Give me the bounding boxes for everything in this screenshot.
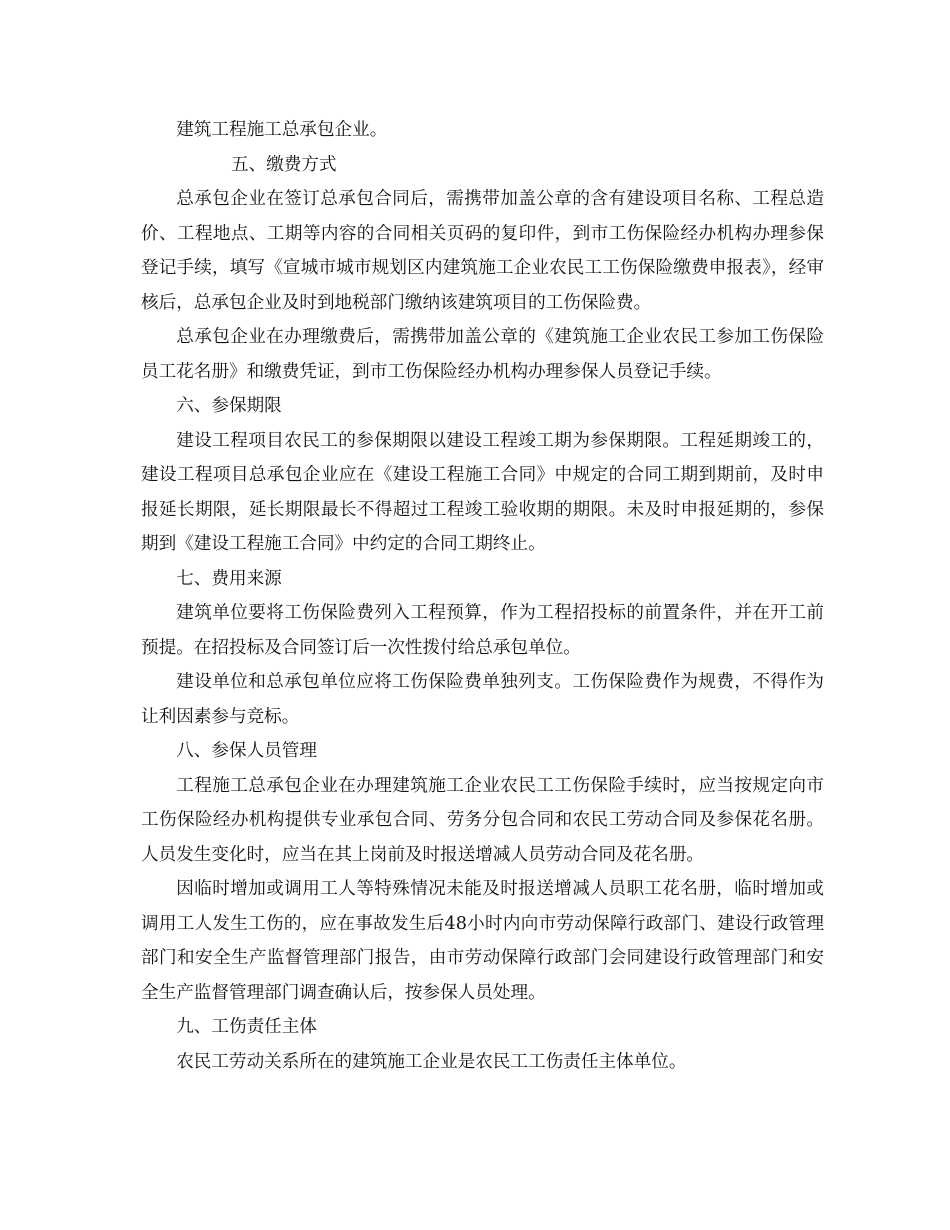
paragraph-continuation: 建筑工程施工总承包企业。 (176, 120, 388, 140)
section-heading-insurance-period: 六、参保期限 (176, 396, 282, 416)
paragraph-fund-separate: 建设单位和总承包单位应将工伤保险费单独列支。工伤保险费作为规费，不得作为让利因素参与竞标。 (141, 672, 824, 727)
section-heading-liability-subject: 九、工伤责任主体 (176, 1017, 317, 1037)
paragraph-payment-roster: 总承包企业在办理缴费后，需携带加盖公章的《建筑施工企业农民工参加工伤保险员工花名册》和缴费凭证，到市工伤保险经办机构办理参保人员登记手续。 (141, 327, 824, 382)
paragraph-payment-registration: 总承包企业在签订总承包合同后，需携带加盖公章的含有建设项目名称、工程总造价、工程地点、工期等内容的合同相关页码的复印件，到市工伤保险经办机构办理参保登记手续，填写《宣城市城市规划区内建筑施工企业农民工工伤保险缴费申报表》，经审核后，总承包企业及时到地税部门缴纳该建筑项目的工伤保险费。 (141, 189, 824, 313)
paragraph-fund-budget: 建筑单位要将工伤保险费列入工程预算，作为工程招投标的前置条件，并在开工前预提。在招投标及合同签订后一次性拨付给总承包单位。 (141, 603, 824, 658)
section-heading-fund-source: 七、费用来源 (176, 568, 282, 589)
paragraph-insurance-period: 建设工程项目农民工的参保期限以建设工程竣工期为参保期限。工程延期竣工的，建设工程项目总承包企业应在《建设工程施工合同》中规定的合同工期到期前，及时申报延长期限，延长期限最长不得超过工程竣工验收期的期限。未及时申报延期的，参保期到《建设工程施工合同》中约定的合同工期终止。 (141, 430, 824, 554)
paragraph-personnel-contracts: 工程施工总承包企业在办理建筑施工企业农民工工伤保险手续时，应当按规定向市工伤保险经办机构提供专业承包合同、劳务分包合同和农民工劳动合同及参保花名册。人员发生变化时，应当在其上岗前及时报送增减人员劳动合同及花名册。 (141, 775, 824, 865)
paragraph-personnel-temporary: 因临时增加或调用工人等特殊情况未能及时报送增减人员职工花名册，临时增加或调用工人发生工伤的，应在事故发生后48小时内向市劳动保障行政部门、建设行政管理部门和安全生产监督管理部门报告，由市劳动保障行政部门会同建设行政管理部门和安全生产监督管理部门调查确认后，按参保人员处理。 (141, 879, 824, 1003)
section-heading-payment-method: 五、缴费方式 (231, 154, 337, 175)
section-heading-personnel-management: 八、参保人员管理 (176, 741, 317, 761)
document-body (141, 113, 824, 1079)
paragraph-liability-subject: 农民工劳动关系所在的建筑施工企业是农民工工伤责任主体单位。 (176, 1051, 687, 1072)
